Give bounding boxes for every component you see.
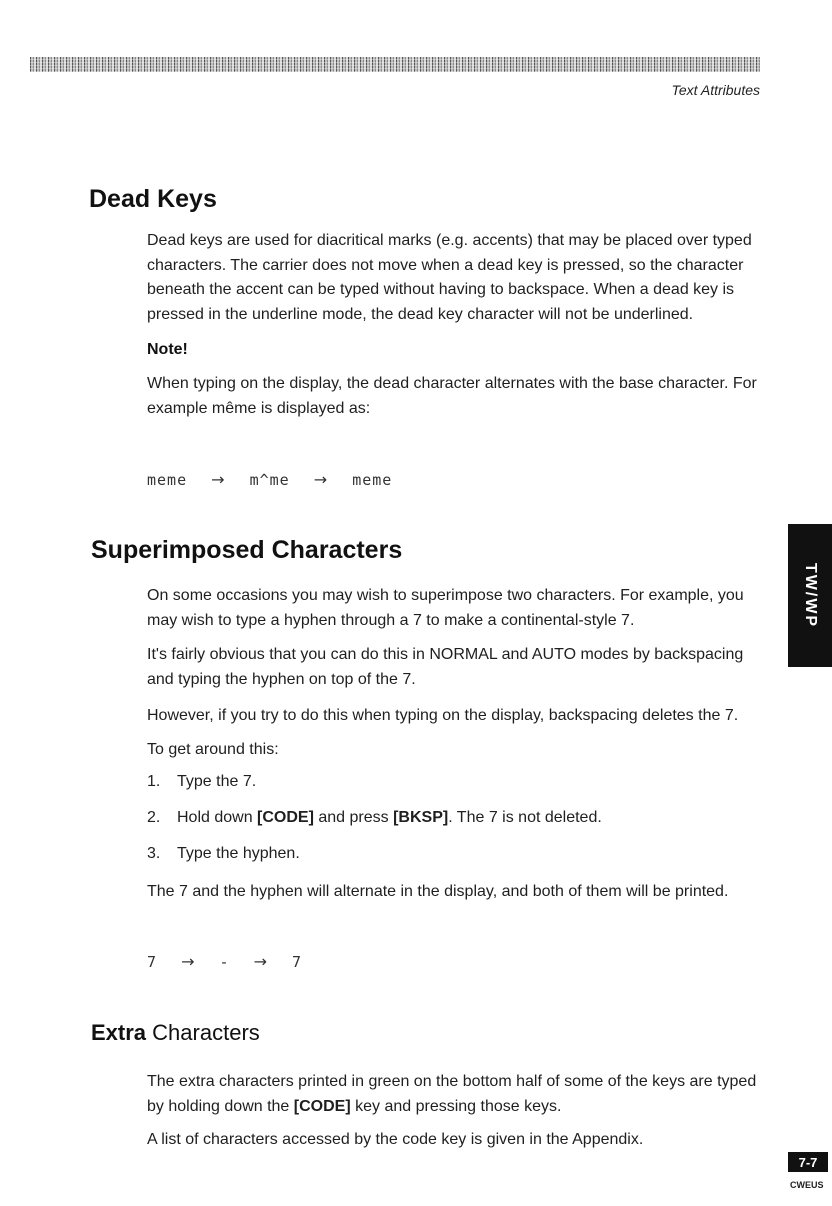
code-key: [CODE] bbox=[257, 809, 314, 826]
page-number: 7-7 bbox=[788, 1152, 828, 1172]
extra-para-1: The extra characters printed in green on the bottom half of some of the keys are typed by holding down the [CODE] key and pressing those keys. bbox=[147, 1073, 757, 1115]
sequence-item: 7 bbox=[292, 953, 303, 971]
note-text: When typing on the display, the dead character alternates with the base character. For example même is displayed as: bbox=[147, 375, 757, 417]
sequence-item: meme bbox=[352, 471, 393, 489]
step-2: 2. Hold down [CODE] and press [BKSP]. The 7 is not deleted. bbox=[147, 809, 602, 826]
superimposed-para-1: On some occasions you may wish to superimpose two characters. For example, you may wish to type a hyphen through a 7 to make a continental-style 7. bbox=[147, 587, 744, 629]
note-label: Note! bbox=[147, 341, 188, 358]
superimposed-para-2: It's fairly obvious that you can do this in NORMAL and AUTO modes by backspacing and typing the hyphen on top of the 7. bbox=[147, 646, 744, 688]
running-head: Text Attributes bbox=[671, 82, 760, 98]
sequence-item: meme bbox=[147, 471, 188, 489]
dead-key-sequence bbox=[147, 470, 392, 489]
superimposed-para-4: To get around this: bbox=[147, 741, 279, 758]
chapter-tab-label: TW/WP bbox=[802, 562, 819, 629]
superimposed-heading: Superimposed Characters bbox=[91, 536, 403, 564]
superimpose-sequence bbox=[147, 952, 302, 971]
arrow-icon: → bbox=[313, 470, 329, 489]
sequence-item: 7 bbox=[147, 953, 158, 971]
extra-para-2: A list of characters accessed by the code key is given in the Appendix. bbox=[147, 1131, 644, 1148]
sequence-item: m^me bbox=[249, 471, 290, 489]
dead-keys-heading: Dead Keys bbox=[89, 185, 217, 213]
superimposed-para-5: The 7 and the hyphen will alternate in the display, and both of them will be printed. bbox=[147, 883, 729, 900]
step-1: 1. Type the 7. bbox=[147, 773, 257, 790]
sequence-item: - bbox=[219, 953, 230, 971]
arrow-icon: → bbox=[253, 952, 268, 971]
dead-keys-paragraph: Dead keys are used for diacritical marks (e.g. accents) that may be placed over typed characters. The carrier does not move when a dead key is pressed, so the character beneath the accent can be typed without having to backspace. When a dead key is pressed in the underline mode, the dead key character will not be underlined. bbox=[147, 232, 752, 323]
code-key: [CODE] bbox=[293, 1097, 351, 1115]
page-code: CWEUS bbox=[790, 1180, 824, 1190]
extra-characters-heading: Extra Characters bbox=[91, 1020, 260, 1045]
bksp-key: [BKSP] bbox=[393, 809, 449, 826]
header-rule bbox=[30, 57, 760, 72]
arrow-icon: → bbox=[181, 952, 196, 971]
chapter-tab bbox=[788, 524, 832, 667]
arrow-icon: → bbox=[211, 470, 226, 489]
superimposed-para-3: However, if you try to do this when typing on the display, backspacing deletes the 7. bbox=[147, 707, 739, 724]
step-3: 3. Type the hyphen. bbox=[147, 845, 300, 862]
